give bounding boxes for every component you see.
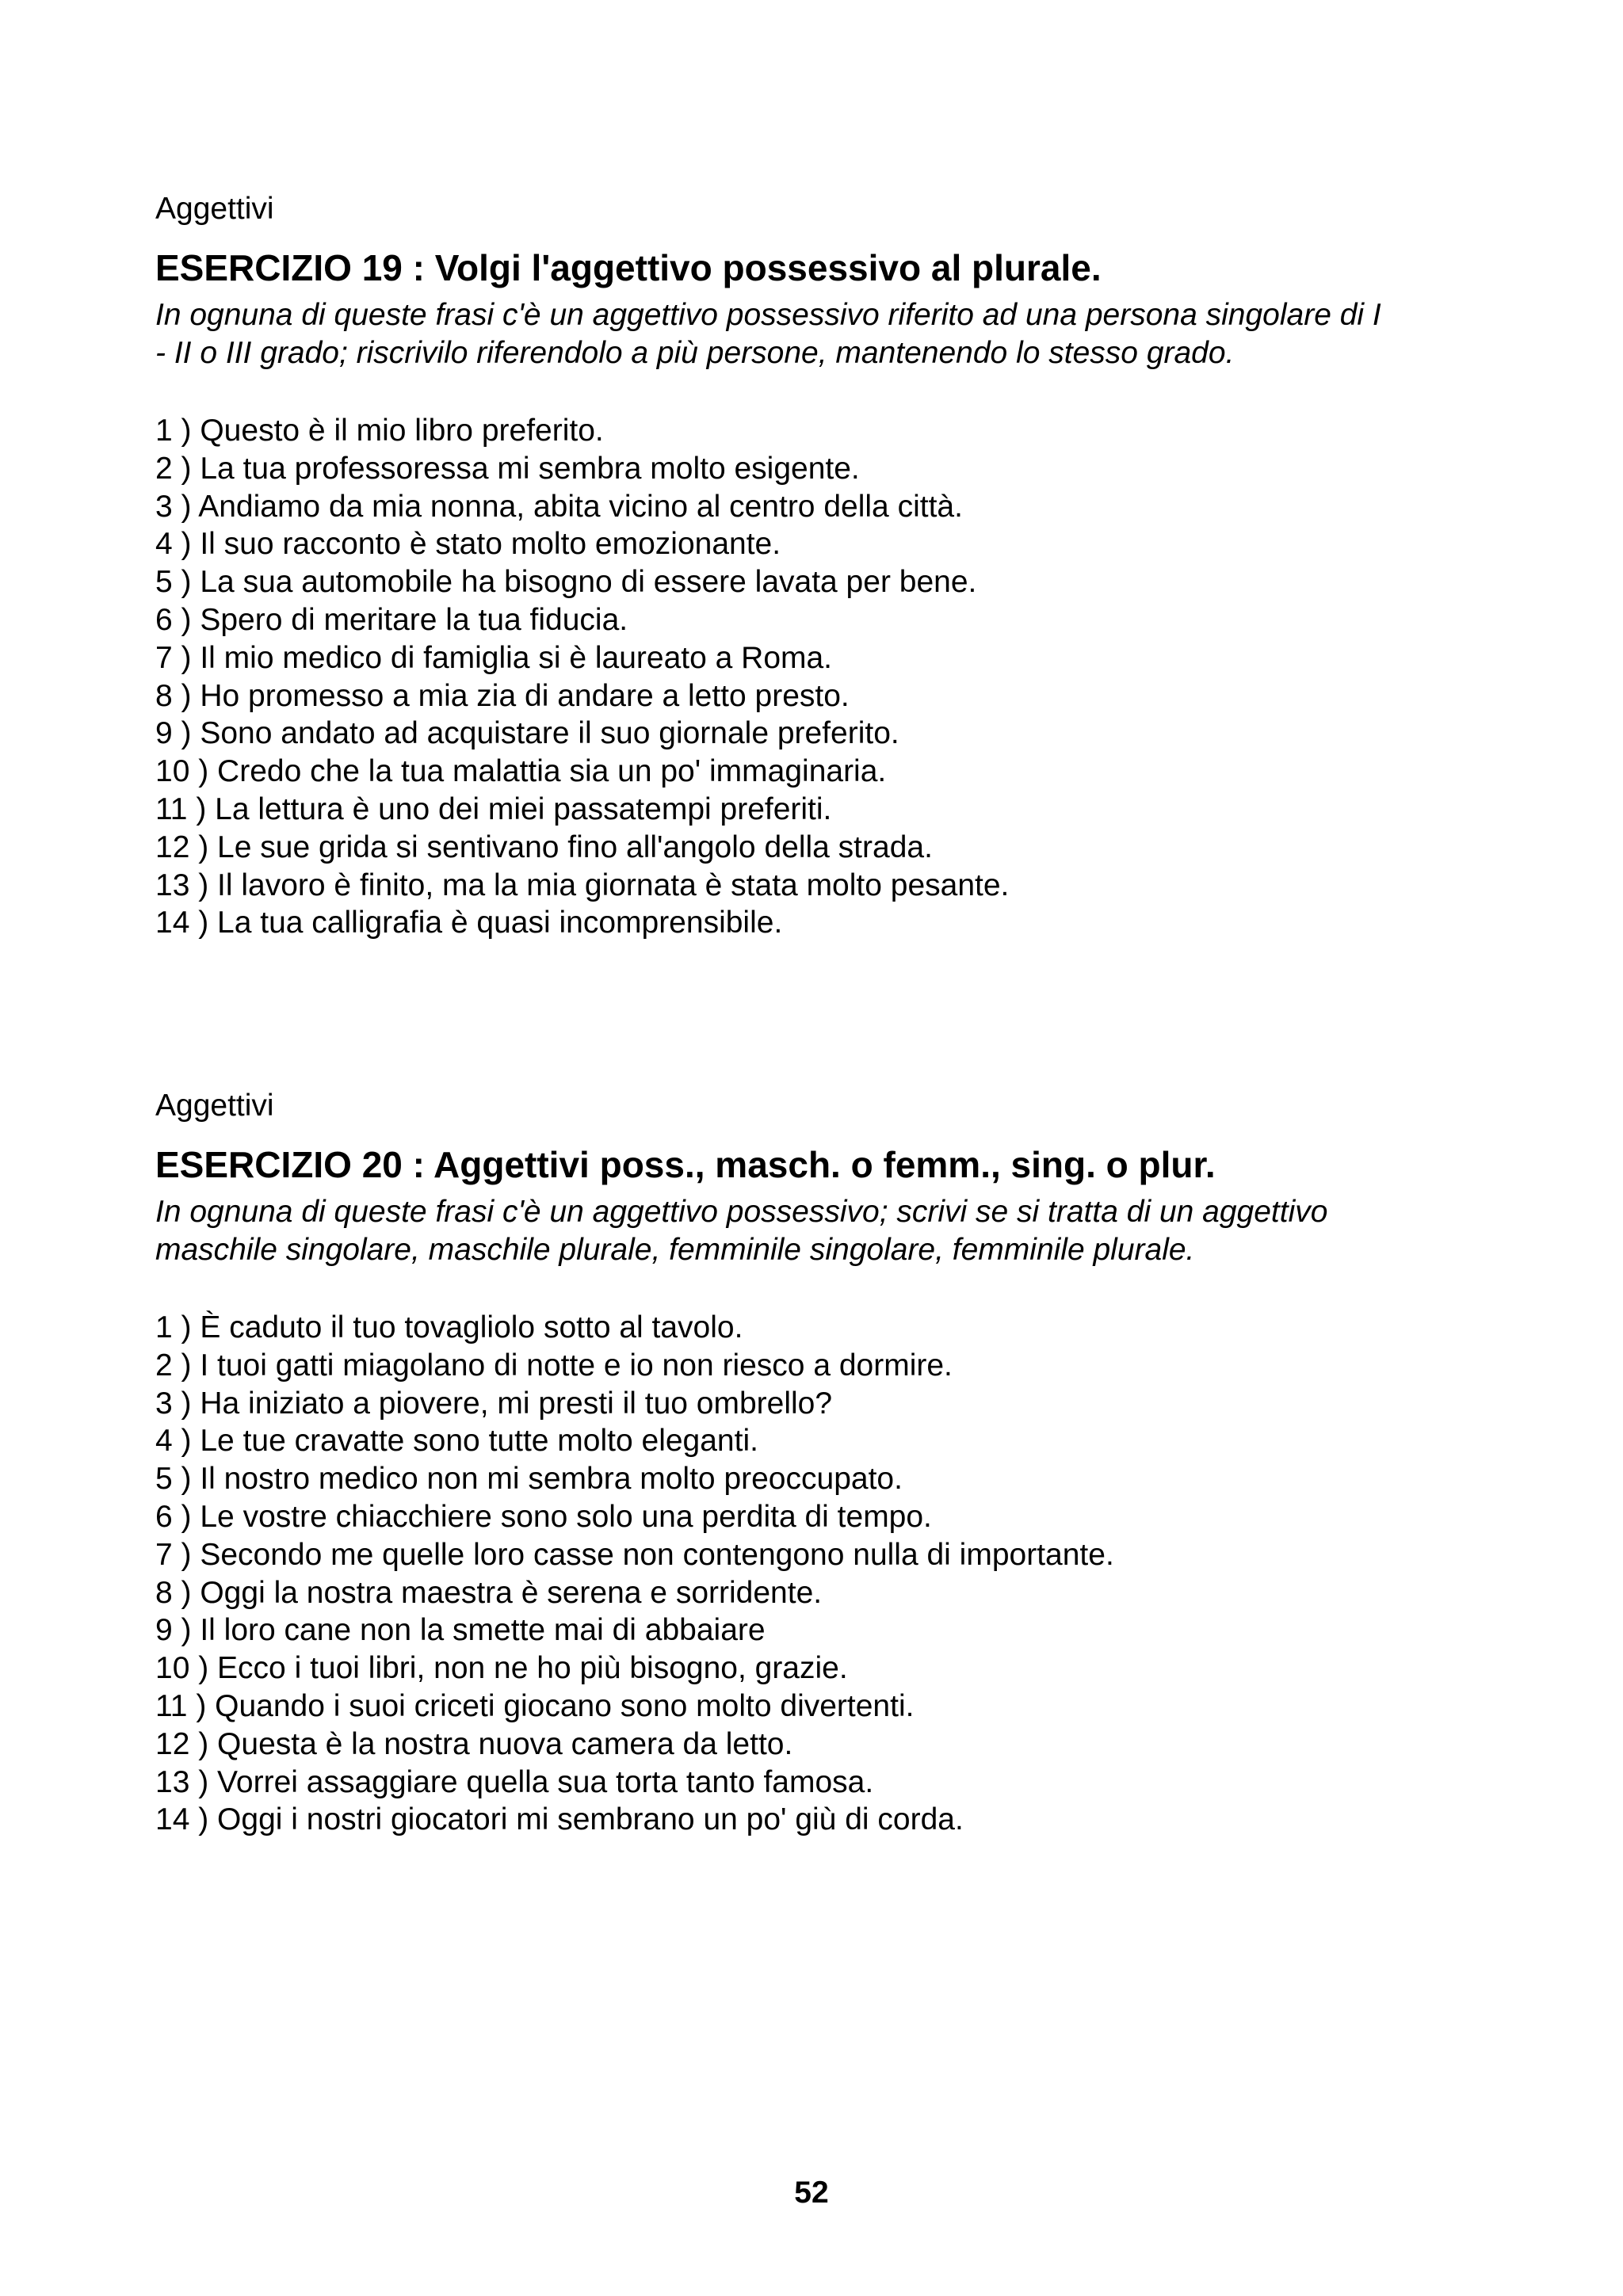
list-item: 5 ) La sua automobile ha bisogno di essere lavata per bene.	[155, 565, 977, 600]
list-item: 13 ) Vorrei assaggiare quella sua torta tanto famosa.	[155, 1764, 874, 1799]
section-category: Aggettivi	[155, 1089, 274, 1123]
list-item: 1 ) È caduto il tuo tovagliolo sotto al tavolo.	[155, 1310, 743, 1344]
instructions-line: maschile singolare, maschile plurale, femminile singolare, femminile plurale.	[155, 1233, 1195, 1267]
list-item: 14 ) Oggi i nostri giocatori mi sembrano un po' giù di corda.	[155, 1802, 964, 1837]
list-item: 2 ) La tua professoressa mi sembra molto esigente.	[155, 451, 860, 486]
list-item: 8 ) Ho promesso a mia zia di andare a letto presto.	[155, 678, 850, 713]
list-item: 5 ) Il nostro medico non mi sembra molto preoccupato.	[155, 1462, 903, 1497]
list-item: 6 ) Spero di meritare la tua fiducia.	[155, 602, 628, 637]
list-item: 3 ) Andiamo da mia nonna, abita vicino al centro della città.	[155, 489, 963, 524]
exercise-title: ESERCIZIO 19 : Volgi l'aggettivo possessivo al plurale.	[155, 247, 1102, 288]
list-item: 2 ) I tuoi gatti miagolano di notte e io non riesco a dormire.	[155, 1348, 953, 1383]
sentence-list	[155, 1309, 1503, 1839]
page-number: 52	[794, 2176, 829, 2210]
exercise-instructions	[155, 296, 1503, 372]
exercise-title: ESERCIZIO 20 : Aggettivi poss., masch. o femm., sing. o plur.	[155, 1144, 1216, 1185]
list-item: 7 ) Il mio medico di famiglia si è laureato a Roma.	[155, 640, 833, 675]
list-item: 11 ) Quando i suoi criceti giocano sono molto divertenti.	[155, 1688, 915, 1723]
instructions-line: In ognuna di queste frasi c'è un aggettivo possessivo riferito ad una persona singolare di I	[155, 298, 1381, 332]
list-item: 3 ) Ha iniziato a piovere, mi presti il tuo ombrello?	[155, 1386, 833, 1421]
exercise-20	[155, 1087, 1503, 1839]
list-item: 14 ) La tua calligrafia è quasi incomprensibile.	[155, 906, 783, 940]
list-item: 12 ) Le sue grida si sentivano fino all'angolo della strada.	[155, 830, 933, 864]
list-item: 7 ) Secondo me quelle loro casse non contengono nulla di importante.	[155, 1537, 1114, 1572]
list-item: 10 ) Credo che la tua malattia sia un po' immaginaria.	[155, 754, 887, 789]
list-item: 8 ) Oggi la nostra maestra è serena e sorridente.	[155, 1575, 823, 1610]
exercise-instructions	[155, 1193, 1503, 1269]
exercise-19	[155, 190, 1503, 942]
list-item: 9 ) Il loro cane non la smette mai di abbaiare	[155, 1613, 766, 1648]
list-item: 11 ) La lettura è uno dei miei passatempi preferiti.	[155, 791, 832, 826]
list-item: 1 ) Questo è il mio libro preferito.	[155, 414, 604, 448]
list-item: 6 ) Le vostre chiacchiere sono solo una perdita di tempo.	[155, 1499, 932, 1534]
list-item: 9 ) Sono andato ad acquistare il suo giornale preferito.	[155, 716, 899, 751]
list-item: 12 ) Questa è la nostra nuova camera da letto.	[155, 1726, 793, 1761]
section-category: Aggettivi	[155, 192, 274, 226]
sentence-list	[155, 412, 1503, 942]
list-item: 10 ) Ecco i tuoi libri, non ne ho più bisogno, grazie.	[155, 1651, 848, 1686]
instructions-line: - II o III grado; riscrivilo riferendolo a più persone, mantenendo lo stesso grado.	[155, 336, 1235, 370]
instructions-line: In ognuna di queste frasi c'è un aggettivo possessivo; scrivi se si tratta di un aggettivo	[155, 1195, 1328, 1229]
list-item: 4 ) Il suo racconto è stato molto emozionante.	[155, 527, 781, 562]
list-item: 4 ) Le tue cravatte sono tutte molto eleganti.	[155, 1424, 758, 1459]
list-item: 13 ) Il lavoro è finito, ma la mia giornata è stata molto pesante.	[155, 868, 1010, 902]
